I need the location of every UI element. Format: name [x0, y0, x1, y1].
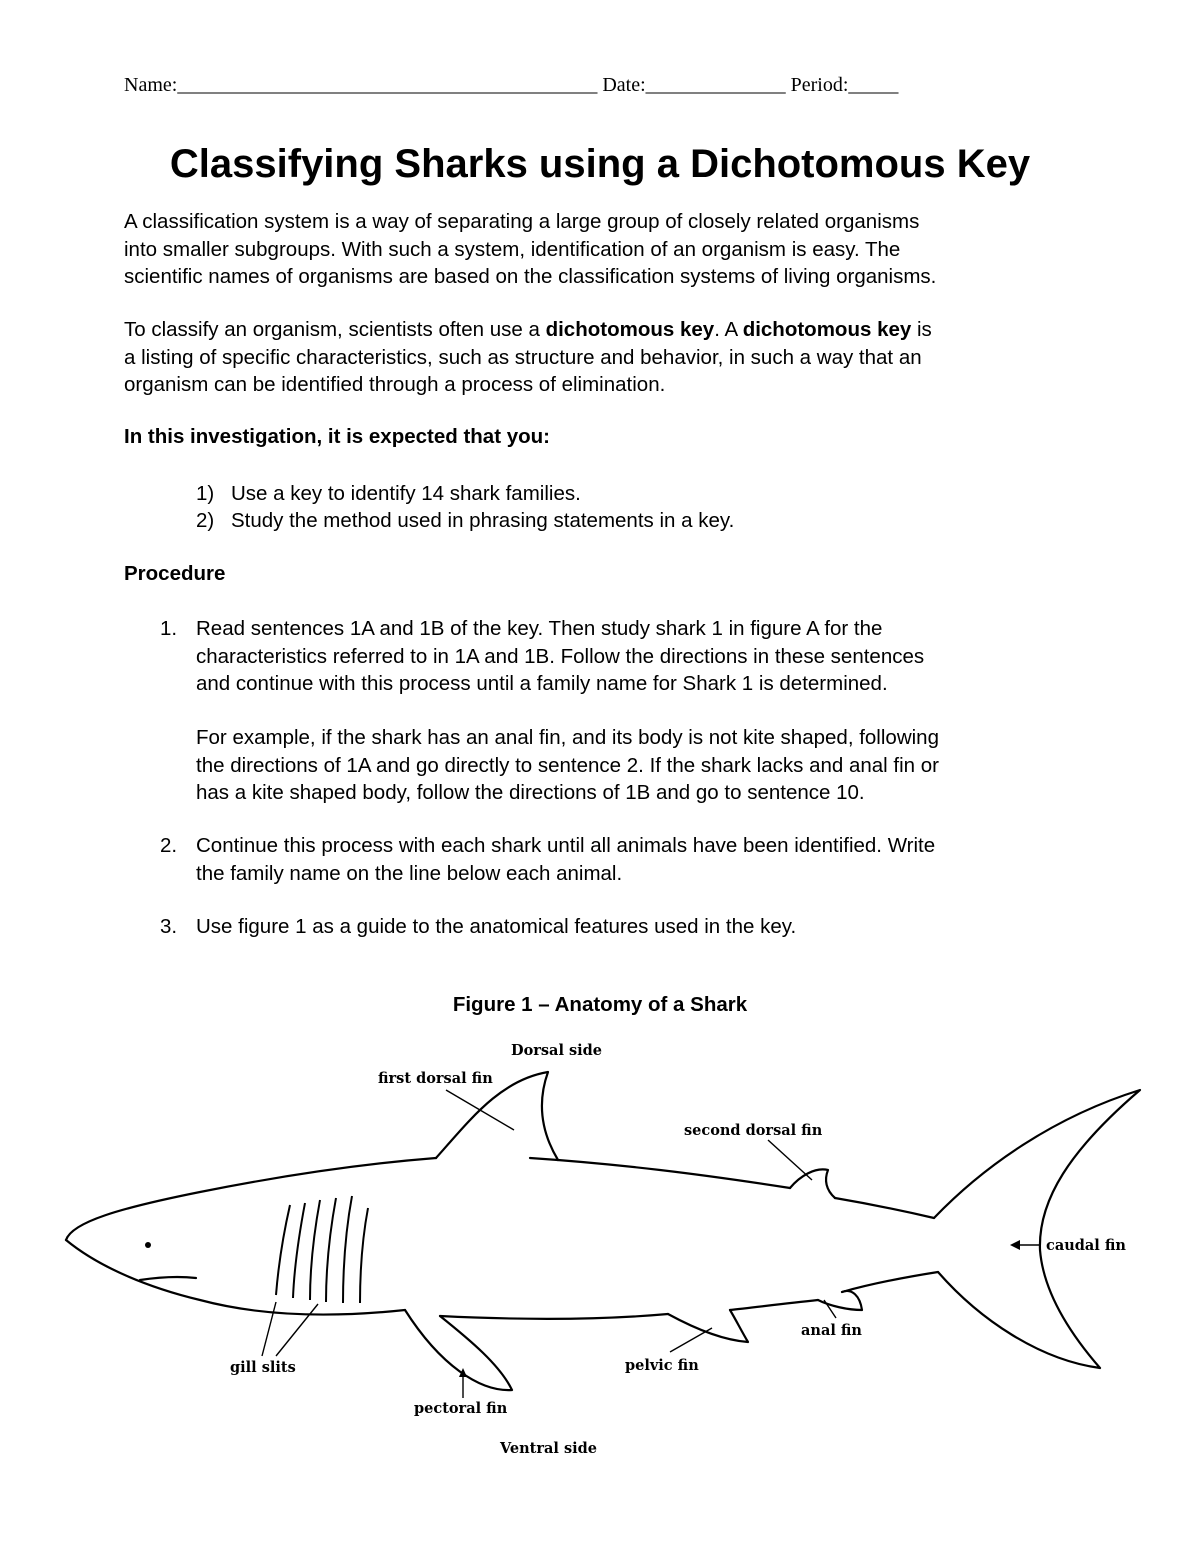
expectations-heading: In this investigation, it is expected that you:	[124, 425, 551, 448]
shark-belly-tail	[842, 1272, 938, 1292]
shark-belly-head	[66, 1240, 405, 1315]
item-number: 1)	[196, 482, 215, 505]
step-line: and continue with this process until a family name for Shark 1 is determined.	[196, 672, 888, 695]
date-label: Date:	[602, 74, 646, 96]
name-blank[interactable]: __________________________________________	[177, 74, 598, 96]
shark-mouth	[140, 1277, 196, 1280]
anal-fin-label: anal fin	[801, 1322, 862, 1339]
shark-belly-mid	[730, 1300, 818, 1310]
leader-second-dorsal-fin	[768, 1140, 812, 1180]
leader-pelvic-fin	[670, 1328, 712, 1352]
gill-slit	[293, 1203, 305, 1298]
date-blank[interactable]: ______________	[645, 74, 786, 96]
step-line: characteristics referred to in 1A and 1B. Follow the directions in these sentences	[196, 644, 925, 668]
shark-back-tail	[835, 1198, 934, 1218]
text-run: is	[911, 318, 932, 341]
first-dorsal-fin-label: first dorsal fin	[378, 1070, 493, 1087]
intro-paragraph	[124, 208, 1084, 291]
example-line: the directions of 1A and go directly to sentence 2. If the shark lacks and anal fin or	[196, 753, 939, 777]
pelvic-fin	[668, 1310, 748, 1342]
pectoral-fin-label: pectoral fin	[414, 1400, 508, 1417]
step-line: the family name on the line below each animal.	[196, 861, 623, 885]
intro-line: into smaller subgroups. With such a system, identification of an organism is easy. The	[124, 237, 901, 261]
intro-line: A classification system is a way of separating a large group of closely related organisms	[124, 210, 920, 233]
shark-eye	[145, 1242, 151, 1248]
caudal-fin	[934, 1090, 1140, 1368]
procedure-step	[196, 832, 1076, 887]
name-label: Name:	[124, 74, 178, 96]
caudal-fin-label: caudal fin	[1046, 1237, 1126, 1254]
period-blank[interactable]: _____	[848, 74, 899, 96]
shark-body-upper-outline	[66, 1158, 436, 1240]
step-number: 2.	[160, 834, 178, 857]
paragraph-line: a listing of specific characteristics, such as structure and behavior, in such a way that an	[124, 345, 922, 369]
item-text: Study the method used in phrasing statements in a key.	[231, 509, 735, 532]
expectation-item	[196, 507, 734, 535]
step-number: 3.	[160, 915, 178, 938]
procedure-step	[196, 913, 1076, 941]
step-line: Read sentences 1A and 1B of the key. Then study shark 1 in figure A for the	[196, 617, 883, 640]
expectation-item	[196, 480, 581, 508]
leader-gill-slits-a	[262, 1302, 276, 1356]
item-text: Use a key to identify 14 shark families.	[231, 482, 581, 505]
dichotomous-key-paragraph	[124, 316, 1084, 399]
gill-slit	[360, 1208, 368, 1303]
procedure-heading: Procedure	[124, 562, 226, 585]
pelvic-fin-label: pelvic fin	[625, 1357, 699, 1374]
pectoral-fin	[405, 1310, 512, 1390]
dorsal-side-label: Dorsal side	[511, 1042, 603, 1059]
gill-slit	[276, 1205, 290, 1295]
shark-back	[530, 1158, 790, 1188]
term-dichotomous-key: dichotomous key	[742, 318, 912, 341]
leader-gill-slits-b	[276, 1304, 318, 1356]
gill-slits-label: gill slits	[230, 1359, 296, 1376]
step-number: 1.	[160, 617, 178, 640]
step-line: Use figure 1 as a guide to the anatomical features used in the key.	[196, 915, 797, 938]
page-title: Classifying Sharks using a Dichotomous Key	[169, 142, 1031, 186]
leader-first-dorsal-fin	[446, 1090, 514, 1130]
paragraph-line	[124, 316, 1084, 344]
term-dichotomous-key: dichotomous key	[545, 318, 715, 341]
paragraph-line: organism can be identified through a process of elimination.	[124, 373, 666, 396]
period-label: Period:	[790, 74, 849, 96]
step-line: Continue this process with each shark until all animals have been identified. Write	[196, 834, 936, 857]
caudal-arrow-icon	[1010, 1240, 1020, 1250]
example-line: For example, if the shark has an anal fin, and its body is not kite shaped, following	[196, 726, 939, 749]
procedure-step	[196, 615, 1076, 698]
ventral-side-label: Ventral side	[500, 1440, 598, 1457]
gill-slit	[310, 1200, 320, 1300]
student-info-line	[124, 74, 1074, 97]
leader-anal-fin	[824, 1300, 836, 1318]
figure-caption: Figure 1 – Anatomy of a Shark	[452, 993, 748, 1016]
shark-belly-front	[440, 1314, 668, 1319]
example-line: has a kite shaped body, follow the directions of 1B and go to sentence 10.	[196, 781, 865, 804]
shark-anatomy-diagram	[0, 1030, 1200, 1470]
procedure-example	[196, 724, 1076, 807]
text-run: To classify an organism, scientists often use a	[124, 318, 546, 341]
text-run: . A	[714, 318, 743, 341]
second-dorsal-fin	[790, 1169, 835, 1198]
item-number: 2)	[196, 509, 215, 532]
second-dorsal-fin-label: second dorsal fin	[684, 1122, 823, 1139]
intro-line: scientific names of organisms are based on the classification systems of living organisms.	[124, 265, 937, 288]
gill-slit	[343, 1196, 352, 1303]
gill-slit	[326, 1198, 336, 1302]
